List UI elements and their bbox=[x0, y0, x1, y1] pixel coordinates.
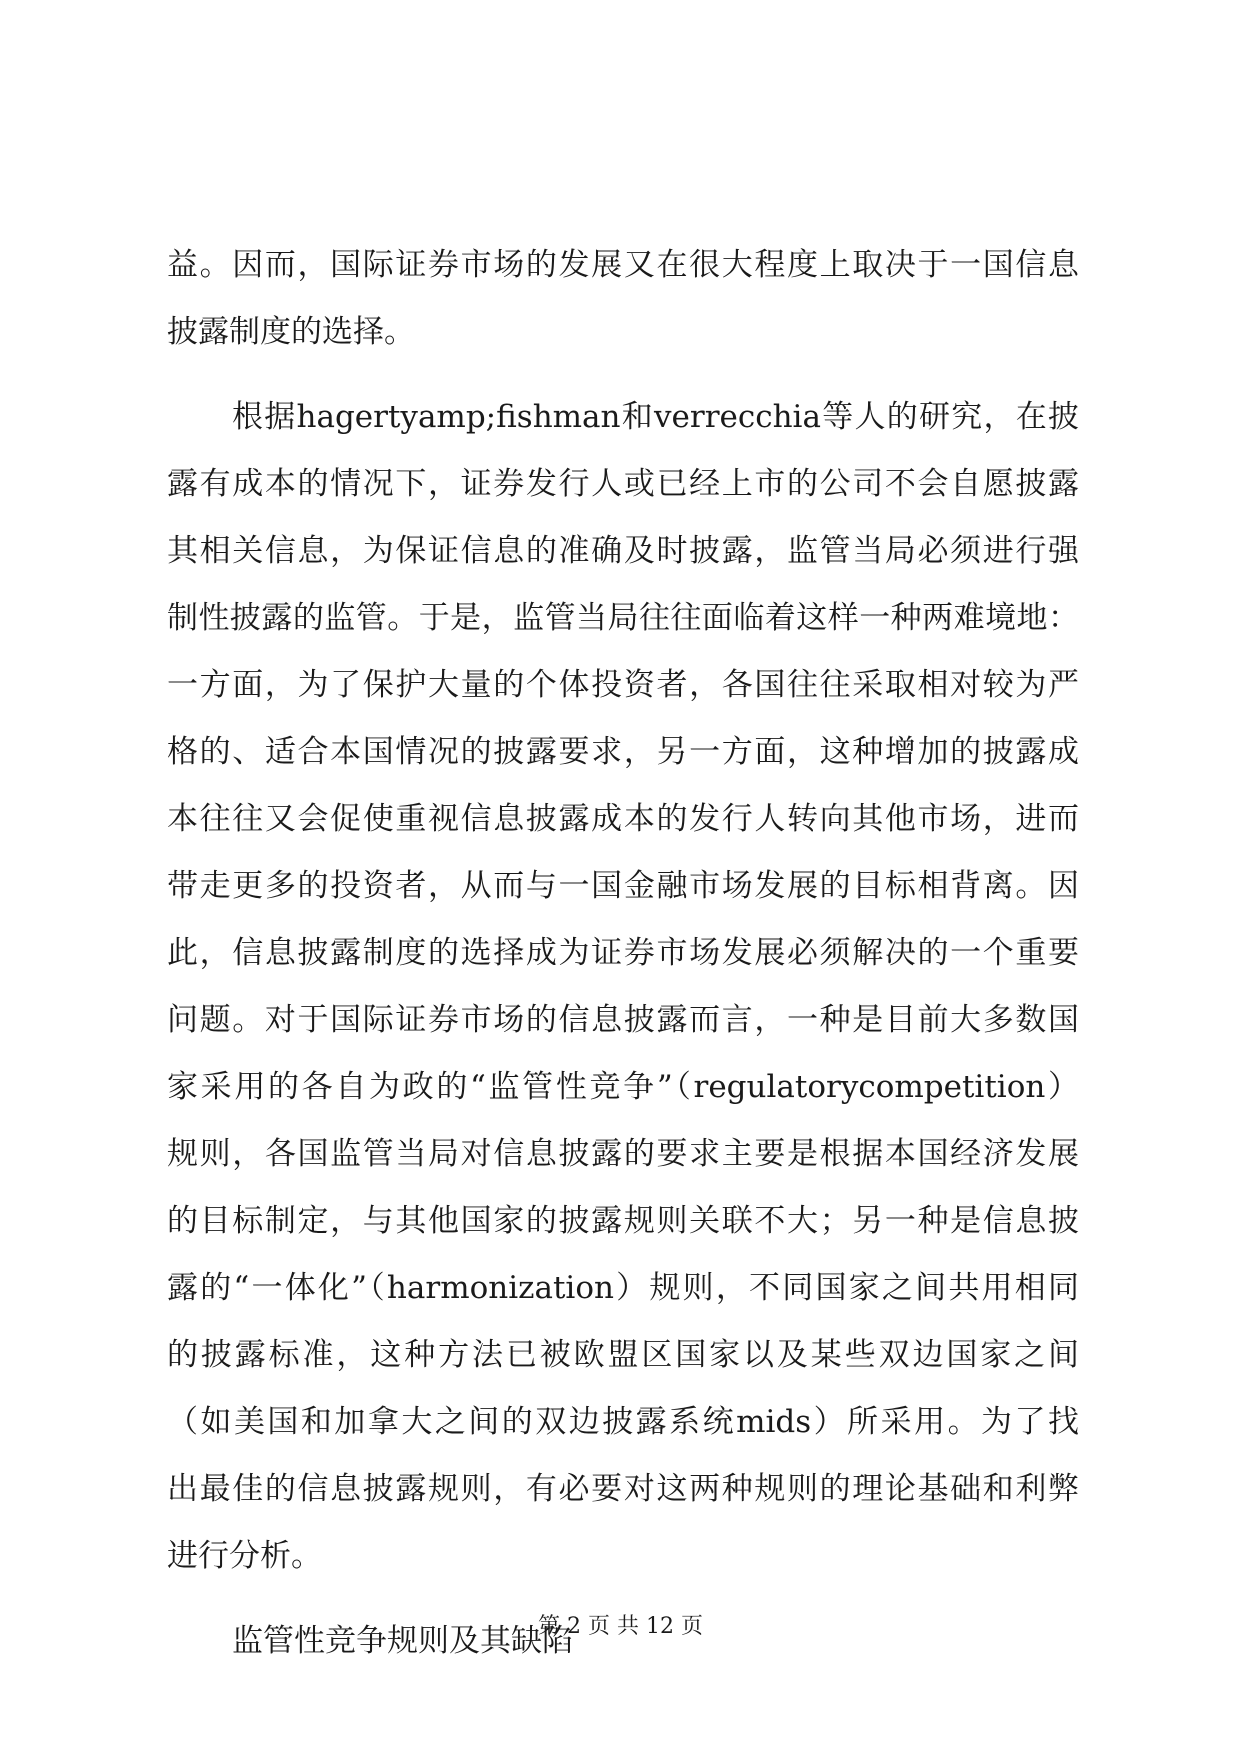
text-line: 出最佳的信息披露规则，有必要对这两种规则的理论基础和利弊 bbox=[167, 1471, 1079, 1507]
text-line: 家采用的各自为政的“监管性竞争”（regulatorycompetition） bbox=[167, 1069, 1079, 1105]
text-line: 问题。对于国际证券市场的信息披露而言，一种是目前大多数国 bbox=[167, 1002, 1079, 1038]
paragraph-start-line: 根据hagertyamp;fishman和verrecchia等人的研究，在披 bbox=[232, 399, 1079, 435]
text-line: 制性披露的监管。于是，监管当局往往面临着这样一种两难境地： bbox=[167, 600, 1079, 636]
text-line: 本往往又会促使重视信息披露成本的发行人转向其他市场，进而 bbox=[167, 801, 1079, 837]
body-text bbox=[167, 232, 1079, 1675]
text-line: 进行分析。 bbox=[167, 1538, 322, 1574]
text-line: 一方面，为了保护大量的个体投资者，各国往往采取相对较为严 bbox=[167, 667, 1079, 703]
text-line: 规则，各国监管当局对信息披露的要求主要是根据本国经济发展 bbox=[167, 1136, 1079, 1172]
text-line: 此，信息披露制度的选择成为证券市场发展必须解决的一个重要 bbox=[167, 935, 1079, 971]
text-line: 露有成本的情况下，证券发行人或已经上市的公司不会自愿披露 bbox=[167, 466, 1079, 502]
text-line: 的披露标准，这种方法已被欧盟区国家以及某些双边国家之间 bbox=[167, 1337, 1079, 1373]
text-line: 露的“一体化”（harmonization）规则，不同国家之间共用相同 bbox=[167, 1270, 1079, 1306]
text-line: 益。因而，国际证券市场的发展又在很大程度上取决于一国信息 bbox=[167, 247, 1079, 283]
text-line: （如美国和加拿大之间的双边披露系统mids）所采用。为了找 bbox=[167, 1404, 1079, 1440]
text-line: 其相关信息，为保证信息的准确及时披露，监管当局必须进行强 bbox=[167, 533, 1079, 569]
text-line: 披露制度的选择。 bbox=[167, 314, 415, 350]
section-heading: 监管性竞争规则及其缺陷 bbox=[232, 1623, 573, 1659]
text-line: 带走更多的投资者，从而与一国金融市场发展的目标相背离。因 bbox=[167, 868, 1079, 904]
text-line: 的目标制定，与其他国家的披露规则关联不大；另一种是信息披 bbox=[167, 1203, 1079, 1239]
page-number-footer: 第 2 页 共 12 页 bbox=[538, 1614, 703, 1639]
text-line: 格的、适合本国情况的披露要求，另一方面，这种增加的披露成 bbox=[167, 734, 1079, 770]
